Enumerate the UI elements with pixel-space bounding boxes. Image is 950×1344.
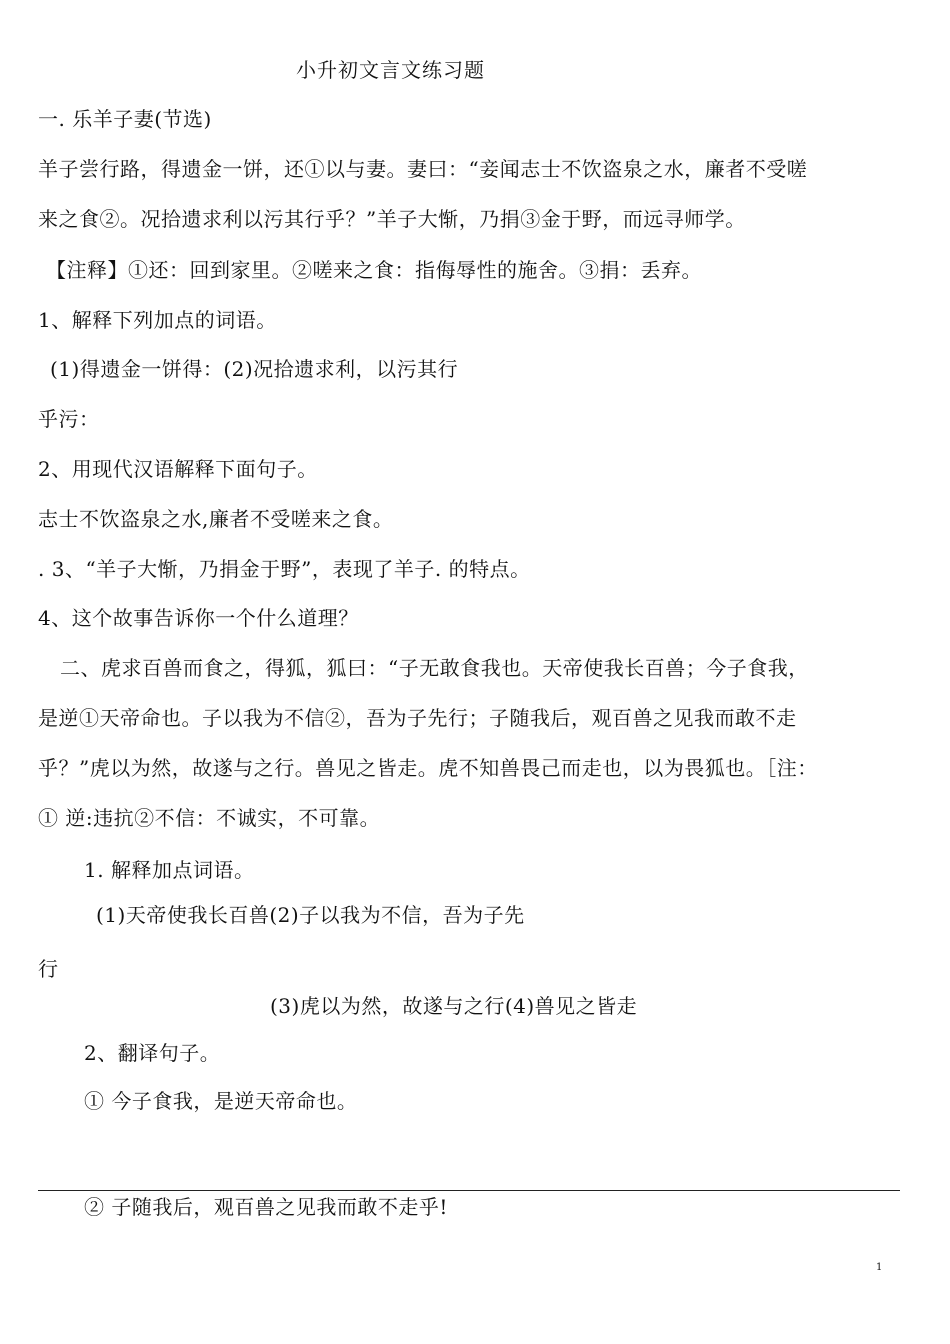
section1-question-2-sentence: 志士不饮盗泉之水,廉者不受嗟来之食。: [38, 507, 394, 531]
section1-text-line-2: 来之食②。况拾遗求利以污其行乎？”羊子大惭，乃捐③金于野，而远寻师学。: [38, 207, 746, 231]
section2-question-2: 2、翻译句子。: [84, 1041, 221, 1065]
section2-question-2-item-2: ② 子随我后，观百兽之见我而敢不走乎!: [84, 1195, 448, 1219]
section1-question-1-items: (1)得遗金一饼得：(2)况拾遗求利，以污其行: [50, 357, 459, 381]
section2-text-line-3: 乎？”虎以为然，故遂与之行。兽见之皆走。虎不知兽畏己而走也，以为畏狐也。［注：: [38, 756, 818, 780]
section1-question-1: 1、解释下列加点的词语。: [38, 308, 277, 332]
section1-question-3: . 3、“羊子大惭，乃捐金于野”，表现了羊子. 的特点。: [38, 557, 531, 581]
section2-note: ① 逆:违抗②不信：不诚实，不可靠。: [38, 806, 381, 830]
section2-question-1: 1. 解释加点词语。: [84, 858, 255, 882]
section1-note: 【注释】①还：回到家里。②嗟来之食：指侮辱性的施舍。③捐：丢弃。: [46, 258, 702, 282]
section2-question-1-items-2: (3)虎以为然，故遂与之行(4)兽见之皆走: [270, 994, 638, 1018]
section1-heading: 一. 乐羊子妻(节选): [38, 107, 212, 131]
section2-question-2-item-1: ① 今子食我，是逆天帝命也。: [84, 1089, 358, 1113]
section1-question-1-items-cont: 乎污：: [38, 407, 100, 431]
answer-line: [38, 1190, 900, 1191]
page-number: 1: [876, 1262, 883, 1273]
section1-question-4: 4、这个故事告诉你一个什么道理？: [38, 606, 359, 630]
section1-question-2: 2、用现代汉语解释下面句子。: [38, 457, 318, 481]
section1-text-line-1: 羊子尝行路，得遗金一饼，还①以与妻。妻曰：“妾闻志士不饮盗泉之水，廉者不受嗟: [38, 157, 808, 181]
section2-text-line-2: 是逆①天帝命也。子以我为不信②，吾为子先行；子随我后，观百兽之见我而敢不走: [38, 706, 797, 730]
section2-question-1-items: (1)天帝使我长百兽(2)子以我为不信，吾为子先: [96, 903, 525, 927]
page-title: 小升初文言文练习题: [296, 58, 485, 82]
section2-question-1-items-cont: 行: [38, 957, 59, 981]
section2-text-line-1: 二、虎求百兽而食之，得狐，狐曰：“子无敢食我也。天帝使我长百兽；今子食我，: [60, 656, 809, 680]
